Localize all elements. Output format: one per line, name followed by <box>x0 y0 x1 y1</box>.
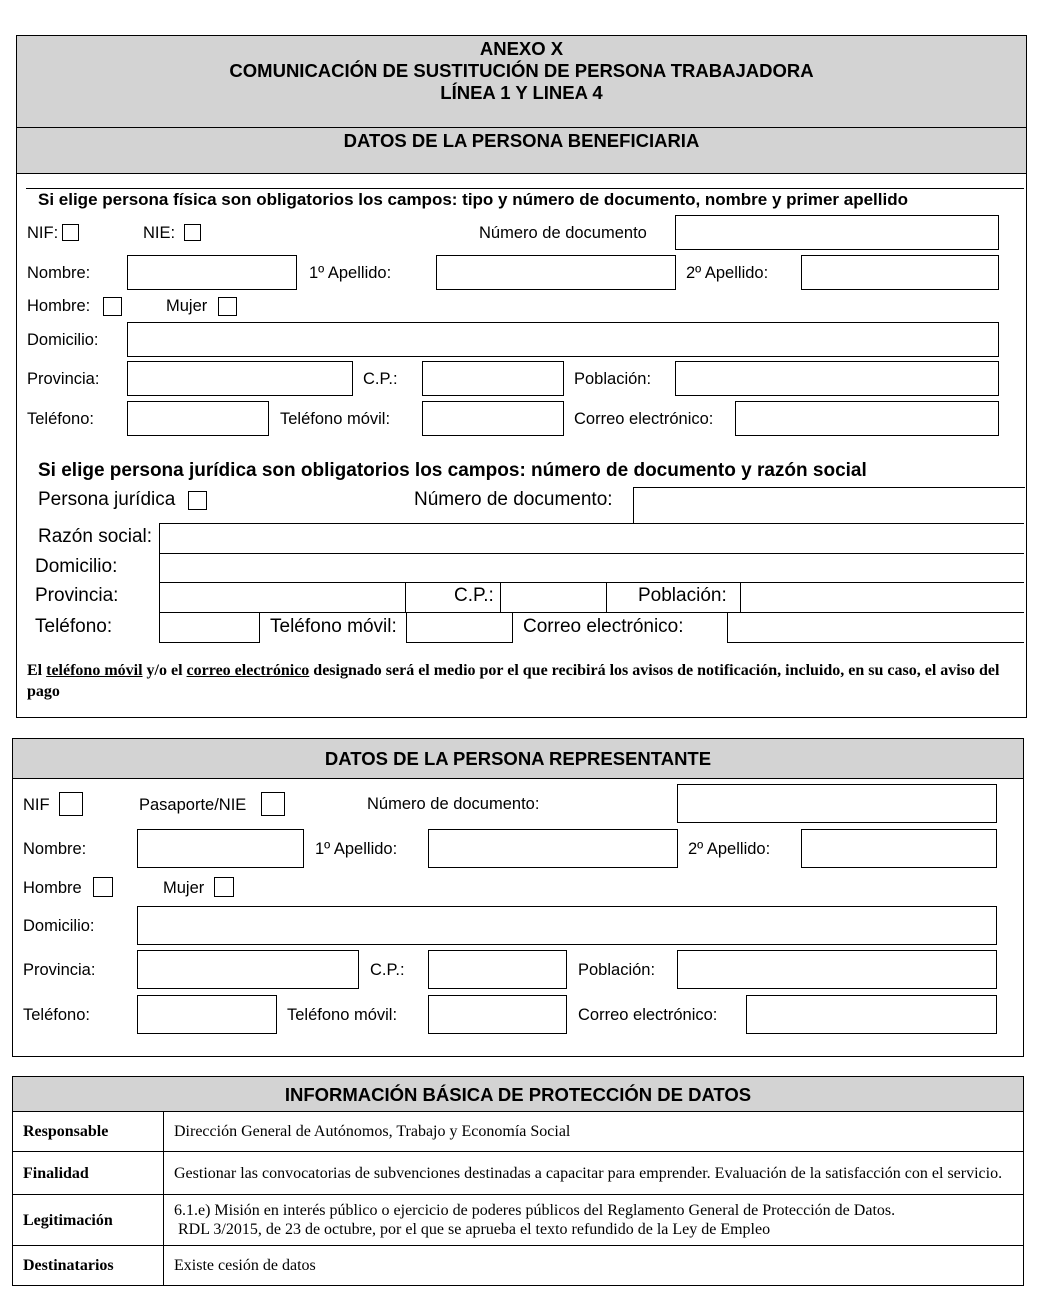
legal-town-label: Población: <box>638 585 727 606</box>
province-label: Provincia: <box>27 370 100 388</box>
legal-address-label: Domicilio: <box>35 556 118 577</box>
male-checkbox[interactable] <box>103 297 122 316</box>
nif-checkbox[interactable] <box>62 224 79 241</box>
table-row <box>13 1112 1024 1152</box>
name-field[interactable] <box>127 255 297 290</box>
legal-province-field[interactable] <box>159 582 406 612</box>
data-protection-table <box>12 1111 1024 1286</box>
zip-field[interactable] <box>422 361 564 396</box>
phone-field[interactable] <box>127 401 269 436</box>
beneficiary-section-title: DATOS DE LA PERSONA BENEFICIARIA <box>343 130 700 151</box>
male-label: Hombre: <box>27 297 91 315</box>
row-value: Dirección General de Autónomos, Trabajo y Economía Social <box>164 1112 1024 1152</box>
row-key: Legitimación <box>13 1195 164 1246</box>
nie-checkbox[interactable] <box>184 224 201 241</box>
rep-phone-field[interactable] <box>137 995 277 1034</box>
rep-address-label: Domicilio: <box>23 917 95 935</box>
legal-email-field[interactable] <box>727 612 1024 643</box>
rep-name-label: Nombre: <box>23 840 87 858</box>
divider <box>26 188 1024 189</box>
town-field[interactable] <box>675 361 999 396</box>
notice-text-1: El <box>27 662 47 679</box>
juridica-instruction: Si elige persona jurídica son obligatorios los campos: número de documento y razón social <box>38 460 867 481</box>
rep-mobile-field[interactable] <box>428 995 567 1034</box>
company-name-field[interactable] <box>159 523 1025 553</box>
legal-phone-label: Teléfono: <box>35 616 113 637</box>
row-key: Destinatarios <box>13 1246 164 1286</box>
legal-zip-field[interactable] <box>500 582 607 612</box>
female-label: Mujer <box>166 297 208 315</box>
table-row <box>13 1195 1024 1246</box>
rep-province-field[interactable] <box>137 950 359 989</box>
table-row <box>13 1246 1024 1286</box>
rep-email-field[interactable] <box>746 995 997 1034</box>
town-label: Población: <box>574 370 652 388</box>
legal-person-checkbox[interactable] <box>188 491 207 510</box>
company-name-label: Razón social: <box>38 526 153 547</box>
notice-text-3: designado será el medio por el que recibirá los avisos de notificación, incluido, en su caso, el aviso del pago <box>27 662 1000 700</box>
rep-passport-label: Pasaporte/NIE <box>139 796 247 814</box>
rep-surname2-label: 2º Apellido: <box>688 840 771 858</box>
rep-surname1-label: 1º Apellido: <box>315 840 398 858</box>
fisica-instruction: Si elige persona física son obligatorios los campos: tipo y número de documento, nombre y primer apellido <box>38 190 908 209</box>
row-value: Existe cesión de datos <box>164 1246 1024 1286</box>
legal-person-label: Persona jurídica <box>38 489 176 510</box>
table-row <box>13 1152 1024 1195</box>
rep-surname2-field[interactable] <box>801 829 997 868</box>
row-value: Gestionar las convocatorias de subvenciones destinadas a capacitar para emprender. Evaluación de la satisfacción con el servicio. <box>164 1152 1024 1195</box>
annex-header <box>17 36 1026 128</box>
legal-province-label: Provincia: <box>35 585 119 606</box>
rep-nif-label: NIF <box>23 796 50 814</box>
representative-section-title: DATOS DE LA PERSONA REPRESENTANTE <box>324 748 712 769</box>
row-key: Responsable <box>13 1112 164 1152</box>
name-label: Nombre: <box>27 264 91 282</box>
legal-address-field[interactable] <box>159 553 1025 582</box>
rep-surname1-field[interactable] <box>428 829 678 868</box>
legal-town-field[interactable] <box>740 582 1025 612</box>
address-label: Domicilio: <box>27 331 99 349</box>
row-value-line: 6.1.e) Misión en interés público o ejercicio de poderes públicos del Reglamento General de Protección de Datos. <box>174 1202 896 1219</box>
email-field[interactable] <box>735 401 999 436</box>
data-protection-header <box>12 1076 1024 1112</box>
surname1-label: 1º Apellido: <box>309 264 392 282</box>
phone-label: Teléfono: <box>27 410 94 428</box>
legal-doc-number-label: Número de documento: <box>414 489 613 510</box>
notice-text-2: y/o el <box>142 662 187 679</box>
rep-email-label: Correo electrónico: <box>578 1006 718 1024</box>
rep-name-field[interactable] <box>137 829 304 868</box>
surname1-field[interactable] <box>436 255 676 290</box>
rep-passport-checkbox[interactable] <box>261 792 285 816</box>
zip-label: C.P.: <box>363 370 398 388</box>
province-field[interactable] <box>127 361 353 396</box>
rep-female-label: Mujer <box>163 879 205 897</box>
rep-mobile-label: Teléfono móvil: <box>287 1006 398 1024</box>
row-value <box>164 1195 1024 1246</box>
email-label: Correo electrónico: <box>574 410 714 428</box>
doc-number-label: Número de documento <box>479 224 647 242</box>
row-key: Finalidad <box>13 1152 164 1195</box>
rep-zip-field[interactable] <box>428 950 567 989</box>
annex-subtitle: COMUNICACIÓN DE SUSTITUCIÓN DE PERSONA TRABAJADORA <box>229 60 814 81</box>
rep-phone-label: Teléfono: <box>23 1006 90 1024</box>
row-value-line: RDL 3/2015, de 23 de octubre, por el que se aprueba el texto refundido de la Ley de Empleo <box>174 1221 771 1238</box>
rep-address-field[interactable] <box>137 906 997 945</box>
representative-section-header <box>13 739 1023 779</box>
rep-male-checkbox[interactable] <box>93 877 113 897</box>
female-checkbox[interactable] <box>218 297 237 316</box>
annex-lines: LÍNEA 1 Y LINEA 4 <box>440 82 603 103</box>
nie-label: NIE: <box>143 224 176 242</box>
doc-number-field[interactable] <box>675 215 999 250</box>
beneficiary-section-header <box>17 128 1026 174</box>
legal-email-label: Correo electrónico: <box>523 616 684 637</box>
rep-nif-checkbox[interactable] <box>59 792 83 816</box>
rep-province-label: Provincia: <box>23 961 96 979</box>
surname2-label: 2º Apellido: <box>686 264 769 282</box>
rep-male-label: Hombre <box>23 879 82 897</box>
notice-mobile: teléfono móvil <box>46 662 143 679</box>
mobile-field[interactable] <box>422 401 564 436</box>
legal-mobile-field[interactable] <box>406 612 513 643</box>
legal-zip-label: C.P.: <box>454 585 494 606</box>
rep-town-field[interactable] <box>677 950 997 989</box>
surname2-field[interactable] <box>801 255 999 290</box>
notification-notice <box>27 660 1012 702</box>
data-protection-title: INFORMACIÓN BÁSICA DE PROTECCIÓN DE DATOS <box>284 1084 752 1105</box>
mobile-label: Teléfono móvil: <box>280 410 391 428</box>
legal-mobile-label: Teléfono móvil: <box>270 616 397 637</box>
notice-email: correo electrónico <box>186 662 310 679</box>
rep-female-checkbox[interactable] <box>214 877 234 897</box>
rep-zip-label: C.P.: <box>370 961 405 979</box>
annex-title: ANEXO X <box>479 38 564 59</box>
rep-doc-number-field[interactable] <box>677 784 997 823</box>
rep-doc-number-label: Número de documento: <box>367 795 540 813</box>
nif-label: NIF: <box>27 224 59 242</box>
legal-doc-number-field[interactable] <box>633 487 1025 524</box>
rep-town-label: Población: <box>578 961 656 979</box>
legal-phone-field[interactable] <box>159 612 260 643</box>
address-field[interactable] <box>127 322 999 357</box>
